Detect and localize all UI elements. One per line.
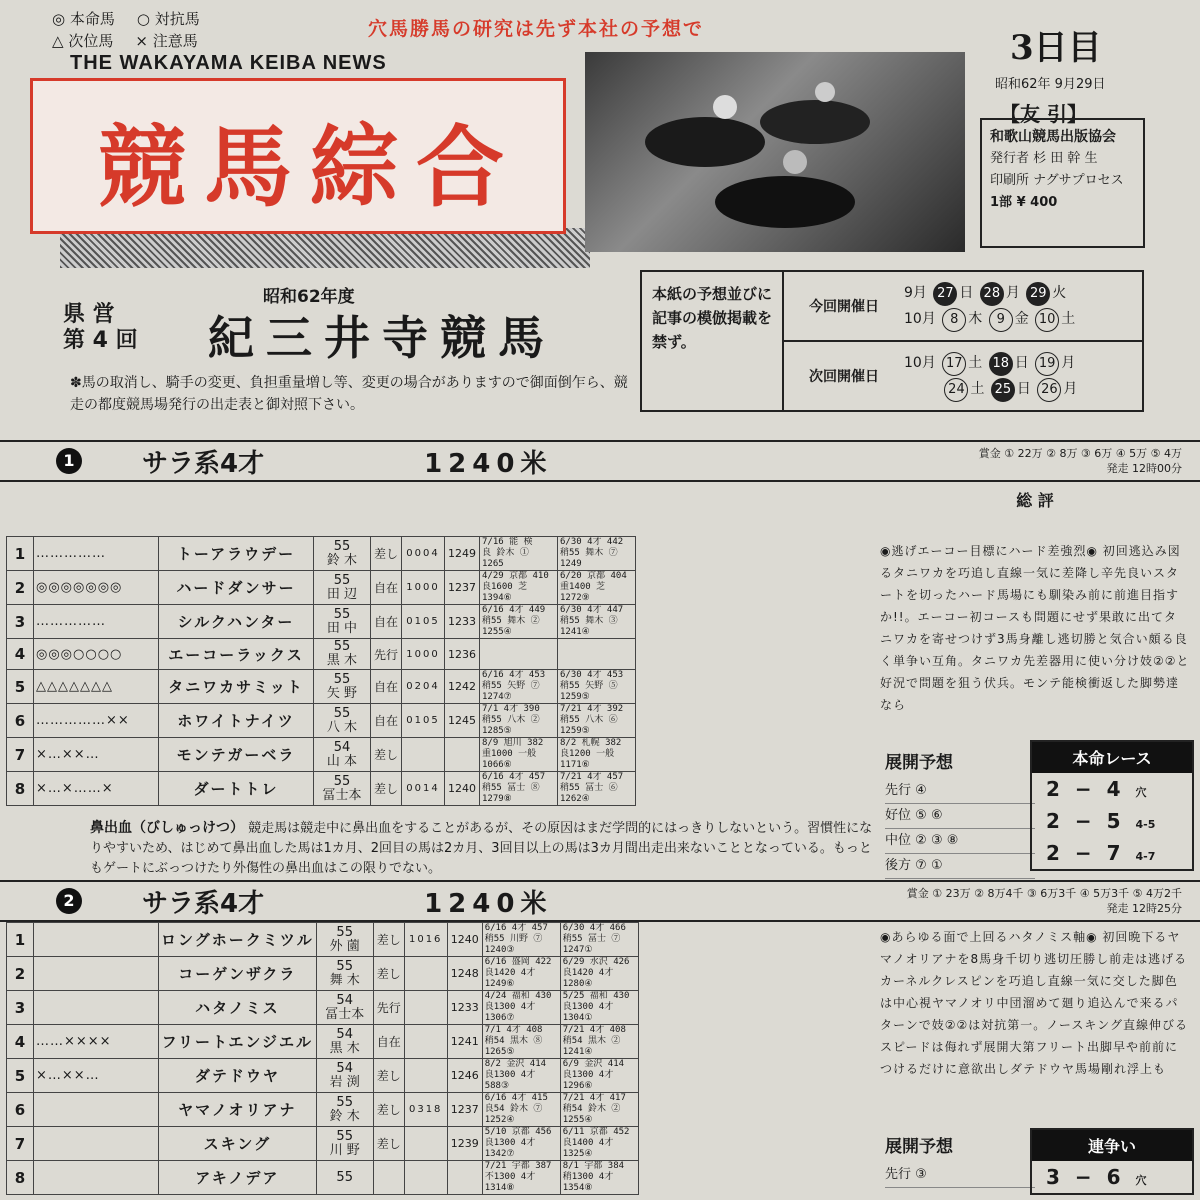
weight-jockey: 55 bbox=[316, 1161, 373, 1195]
prediction-marks bbox=[34, 1127, 159, 1161]
form-1: 5/10 京都 456 良1300 4才 1342⑦ bbox=[482, 1127, 560, 1161]
race-1-entries bbox=[6, 536, 636, 806]
publisher-person: 発行者 杉 田 幹 生 bbox=[990, 151, 1098, 166]
weight-jockey: 55 鈴 木 bbox=[314, 537, 371, 571]
entry-row bbox=[7, 571, 636, 605]
best-time: 1240 bbox=[447, 923, 482, 957]
horse-name: ダートトレ bbox=[159, 772, 314, 806]
best-time: 1246 bbox=[447, 1059, 482, 1093]
form-2: 6/30 4才 453 稍55 矢野 ⑤ 1259⑤ bbox=[558, 670, 636, 704]
prediction-marks bbox=[34, 1161, 159, 1195]
entry-row bbox=[7, 1161, 639, 1195]
form-2: 6/9 金沢 414 良1300 4才 1296⑥ bbox=[560, 1059, 638, 1093]
weight-jockey: 55 鈴 木 bbox=[316, 1093, 373, 1127]
running-style: 自在 bbox=[371, 605, 402, 639]
form-1: 7/16 能 検 良 鈴木 ① 1265 bbox=[480, 537, 558, 571]
entry-row bbox=[7, 1127, 639, 1161]
prediction-marks: …………… bbox=[34, 605, 159, 639]
running-style: 自在 bbox=[371, 704, 402, 738]
horse-name: コーゲンザクラ bbox=[159, 957, 317, 991]
running-style: 差し bbox=[373, 1059, 404, 1093]
running-style bbox=[373, 1161, 404, 1195]
prize-money: 賞金 ① 23万 ② 8万4千 ③ 6万3千 ④ 5万3千 ⑤ 4万2千 発走 12時25分 bbox=[906, 887, 1182, 915]
entry-row bbox=[7, 738, 636, 772]
record bbox=[404, 1127, 447, 1161]
record bbox=[404, 1161, 447, 1195]
form-2: 7/21 4才 457 稍55 冨士 ⑥ 1262④ bbox=[558, 772, 636, 806]
entry-row bbox=[7, 639, 636, 670]
race-1-commentary: ◉逃げエーコー目標にハード差強烈◉ 初回逃込み図るタニワカを巧追し直線一気に差降し辛先良いスタートを切ったハード馬場にも馴染み前に前進目指すか!!。エーコー初コースも問題にせず果敢に出てタニワカを寄せつけず3馬身離し逃切勝と気合い頗る良く単争い互角。タニワカ先差器用に使い分け妓②②と好況で問題を狙う伏兵。モンテ能検衝返した脚勢達なら bbox=[880, 544, 1190, 712]
weight-jockey: 55 八 木 bbox=[314, 704, 371, 738]
english-masthead: THE WAKAYAMA KEIBA NEWS bbox=[70, 52, 387, 74]
running-style: 差し bbox=[371, 537, 402, 571]
prediction-marks: ……×××× bbox=[34, 1025, 159, 1059]
record bbox=[402, 738, 445, 772]
legend-honmei: ◎ 本命馬 bbox=[52, 10, 115, 28]
form-2 bbox=[558, 639, 636, 670]
legend-taiko: ○ 対抗馬 bbox=[136, 10, 200, 28]
race-2-pace: 展開予想 先行 ③ bbox=[885, 1132, 1035, 1188]
weight-jockey: 55 田 中 bbox=[314, 605, 371, 639]
form-1: 6/16 4才 415 良54 鈴木 ⑦ 1252④ bbox=[482, 1093, 560, 1127]
record: 0105 bbox=[402, 605, 445, 639]
weight-jockey: 54 黒 木 bbox=[316, 1025, 373, 1059]
logo-shadow bbox=[60, 228, 590, 268]
form-1: 6/16 盛岡 422 良1420 4才 1249⑥ bbox=[482, 957, 560, 991]
race-2-entries bbox=[6, 922, 639, 1195]
race-class: サラ系4才 bbox=[142, 888, 265, 919]
record: 1000 bbox=[402, 571, 445, 605]
record: 1016 bbox=[404, 923, 447, 957]
form-2: 6/11 京都 452 良1400 4才 1325④ bbox=[560, 1127, 638, 1161]
form-1: 7/21 宇都 387 不1300 4才 1314⑧ bbox=[482, 1161, 560, 1195]
change-notice: ✽馬の取消し、騎手の変更、負担重量増し等、変更の場合がありますので御面倒乍ら、競走の都度競馬場発行の出走表と御対照下さい。 bbox=[70, 375, 628, 413]
form-2: 7/21 4才 408 稍54 黒木 ② 1241④ bbox=[560, 1025, 638, 1059]
race-2-picks: 連争い 3 − 6 穴 bbox=[1030, 1128, 1194, 1195]
form-2: 8/1 宇都 384 稍1300 4才 1354⑧ bbox=[560, 1161, 638, 1195]
horse-name: ヤマノオリアナ bbox=[159, 1093, 317, 1127]
prediction-marks: ×…××… bbox=[34, 738, 159, 772]
horse-name: ハードダンサー bbox=[159, 571, 314, 605]
race-2-header bbox=[0, 880, 1200, 922]
prediction-marks: ……………×× bbox=[34, 704, 159, 738]
weight-jockey: 55 冨士本 bbox=[314, 772, 371, 806]
best-time: 1245 bbox=[445, 704, 480, 738]
weight-jockey: 55 舞 木 bbox=[316, 957, 373, 991]
entry-row bbox=[7, 957, 639, 991]
post-number: 3 bbox=[7, 991, 34, 1025]
form-1: 8/2 金沢 414 良1300 4才 588③ bbox=[482, 1059, 560, 1093]
prediction-marks: …………… bbox=[34, 537, 159, 571]
race-number: 1 bbox=[56, 448, 82, 474]
best-time: 1239 bbox=[447, 1127, 482, 1161]
copy-warning: 本紙の予想並びに記事の模倣掲載を禁ず。 bbox=[642, 272, 784, 410]
best-time: 1237 bbox=[445, 571, 480, 605]
post-number: 3 bbox=[7, 605, 34, 639]
running-style: 先行 bbox=[373, 991, 404, 1025]
form-1: 8/9 旭川 382 重1000 一般 1066⑥ bbox=[480, 738, 558, 772]
form-1: 7/1 4才 408 稍54 黒木 ⑧ 1265⑤ bbox=[482, 1025, 560, 1059]
post-number: 5 bbox=[7, 1059, 34, 1093]
form-2: 6/29 水沢 426 良1420 4才 1280④ bbox=[560, 957, 638, 991]
prediction-marks: ◎◎◎◎◎◎◎ bbox=[34, 571, 159, 605]
current-dates: 今回開催日 9月 27 日 28 月 29 火 10月 8 木 9 金 10 土 bbox=[784, 272, 1142, 342]
legend-chui: × 注意馬 bbox=[135, 32, 198, 50]
next-dates: 次回開催日 10月 17 土 18 日 19 月 24 土 25 日 26 月 bbox=[784, 342, 1142, 410]
form-2: 5/25 福和 430 良1300 4才 1304① bbox=[560, 991, 638, 1025]
race-day-info bbox=[985, 20, 1185, 127]
post-number: 5 bbox=[7, 670, 34, 704]
entry-row bbox=[7, 923, 639, 957]
weight-jockey: 55 矢 野 bbox=[314, 670, 371, 704]
post-number: 8 bbox=[7, 1161, 34, 1195]
weight-jockey: 55 黒 木 bbox=[314, 639, 371, 670]
record: 0204 bbox=[402, 670, 445, 704]
publisher-org: 和歌山競馬出版協会 bbox=[990, 129, 1116, 145]
race-1-pace: 展開予想 先行 ④ 好位 ⑤ ⑥ 中位 ② ③ ⑧ 後方 ⑦ ① bbox=[885, 748, 1035, 879]
entry-row bbox=[7, 704, 636, 738]
nosebleed-note: 鼻出血（びしゅっけつ） 競走馬は競走中に鼻出血をすることがあるが、その原因はまだ学問的にはっきりしないという。習慣性になりやすいため、はじめて鼻出血した馬は1カ月、2回目の馬は2カ月、3回目以上の馬は3カ月間出走出来ないこととなっている。もっともゲートにぶっつけたり外傷性の鼻出血はこの限りでない。 bbox=[90, 820, 873, 876]
horse-name: モンテガーベラ bbox=[159, 738, 314, 772]
price: 1部 ¥ 400 bbox=[990, 195, 1058, 210]
running-style: 先行 bbox=[371, 639, 402, 670]
record bbox=[404, 1059, 447, 1093]
horse-race-image bbox=[585, 52, 965, 252]
weight-jockey: 55 田 辺 bbox=[314, 571, 371, 605]
best-time bbox=[445, 738, 480, 772]
entry-row bbox=[7, 605, 636, 639]
meeting-prefix: 県 営 第 4 回 bbox=[63, 302, 138, 353]
form-2: 6/30 4才 442 稍55 舞木 ⑦ 1249 bbox=[558, 537, 636, 571]
prediction-marks bbox=[34, 957, 159, 991]
form-1: 6/16 4才 449 稍55 舞木 ② 1255④ bbox=[480, 605, 558, 639]
prediction-marks bbox=[34, 923, 159, 957]
post-number: 4 bbox=[7, 639, 34, 670]
race-distance: 1240米 bbox=[424, 888, 553, 919]
race-class: サラ系4才 bbox=[142, 448, 265, 479]
running-style: 差し bbox=[373, 957, 404, 991]
publisher-box bbox=[980, 118, 1145, 248]
best-time bbox=[447, 1161, 482, 1195]
horse-name: フリートエンジエル bbox=[159, 1025, 317, 1059]
logo-text: 競馬綜合 bbox=[97, 115, 522, 219]
entry-row bbox=[7, 991, 639, 1025]
horse-name: ロングホークミツル bbox=[159, 923, 317, 957]
running-style: 差し bbox=[371, 738, 402, 772]
race-1-header bbox=[0, 440, 1200, 482]
form-2: 7/21 4才 392 稍55 八木 ⑥ 1259⑤ bbox=[558, 704, 636, 738]
post-number: 1 bbox=[7, 537, 34, 571]
post-number: 8 bbox=[7, 772, 34, 806]
post-number: 1 bbox=[7, 923, 34, 957]
post-number: 2 bbox=[7, 571, 34, 605]
post-number: 4 bbox=[7, 1025, 34, 1059]
weight-jockey: 54 冨士本 bbox=[316, 991, 373, 1025]
running-style: 差し bbox=[373, 923, 404, 957]
best-time: 1233 bbox=[447, 991, 482, 1025]
post-number: 6 bbox=[7, 704, 34, 738]
weight-jockey: 55 外 薗 bbox=[316, 923, 373, 957]
horse-name: エーコーラックス bbox=[159, 639, 314, 670]
legend-jii: △ 次位馬 bbox=[52, 32, 114, 50]
entry-row bbox=[7, 670, 636, 704]
best-time: 1248 bbox=[447, 957, 482, 991]
record: 0318 bbox=[404, 1093, 447, 1127]
meeting-era: 昭和62年度 bbox=[263, 287, 355, 307]
form-2: 6/30 4才 466 稍55 冨士 ⑦ 1247① bbox=[560, 923, 638, 957]
printer: 印刷所 ナグサプロセス bbox=[990, 173, 1124, 188]
best-time: 1237 bbox=[447, 1093, 482, 1127]
race-2-commentary: ◉あらゆる面で上回るハタノミス軸◉ 初回晩下るヤマノオリアナを8馬身千切り逃切圧勝し前走は逃げるカーネルクレスピンを巧追し直線一気に交した脚色は中心視ヤマノオリ中団溜めて廻り追込んで来るパターンで妓②②は対抗第一。ノースキング直線伸びるスピードは侮れず展開大第フリート出脚早や前前につけるだけに意欲出しダテドウヤ馬場剛れ浮上も bbox=[880, 930, 1188, 1076]
best-time: 1240 bbox=[445, 772, 480, 806]
post-number: 7 bbox=[7, 1127, 34, 1161]
race-number: 2 bbox=[56, 888, 82, 914]
running-style: 自在 bbox=[373, 1025, 404, 1059]
record bbox=[404, 991, 447, 1025]
running-style: 自在 bbox=[371, 571, 402, 605]
form-2: 7/21 4才 417 稍54 鈴木 ② 1255④ bbox=[560, 1093, 638, 1127]
prediction-marks: ×…××… bbox=[34, 1059, 159, 1093]
horse-name: タニワカサミット bbox=[159, 670, 314, 704]
form-1: 7/1 4才 390 稍55 八木 ② 1285⑤ bbox=[480, 704, 558, 738]
record: 0004 bbox=[402, 537, 445, 571]
record bbox=[404, 1025, 447, 1059]
horse-name: ホワイトナイツ bbox=[159, 704, 314, 738]
entry-row bbox=[7, 772, 636, 806]
form-1: 4/24 福和 430 良1300 4才 1306⑦ bbox=[482, 991, 560, 1025]
record: 0014 bbox=[402, 772, 445, 806]
running-style: 差し bbox=[373, 1127, 404, 1161]
record: 0105 bbox=[402, 704, 445, 738]
rokuyo: 【友 引】 bbox=[1000, 102, 1087, 126]
form-1: 4/29 京都 410 良1600 芝 1394⑥ bbox=[480, 571, 558, 605]
weight-jockey: 54 岩 渕 bbox=[316, 1059, 373, 1093]
commentary-title: 総 評 bbox=[1016, 491, 1054, 510]
issue-date: 昭和62年 9月29日 bbox=[995, 77, 1106, 92]
best-time: 1249 bbox=[445, 537, 480, 571]
form-2: 6/20 京都 404 重1400 芝 1272⑨ bbox=[558, 571, 636, 605]
form-1 bbox=[480, 639, 558, 670]
prize-money: 賞金 ① 22万 ② 8万 ③ 6万 ④ 5万 ⑤ 4万 発走 12時00分 bbox=[978, 447, 1182, 475]
prediction-marks: ◎◎◎○○○○ bbox=[34, 639, 159, 670]
race-2 bbox=[0, 880, 1200, 922]
best-time: 1233 bbox=[445, 605, 480, 639]
schedule-box bbox=[640, 270, 1144, 412]
entry-row bbox=[7, 1059, 639, 1093]
prediction-marks bbox=[34, 991, 159, 1025]
record bbox=[404, 957, 447, 991]
running-style: 自在 bbox=[371, 670, 402, 704]
horse-name: アキノデア bbox=[159, 1161, 317, 1195]
entry-row bbox=[7, 1093, 639, 1127]
horse-name: ダテドウヤ bbox=[159, 1059, 317, 1093]
running-style: 差し bbox=[371, 772, 402, 806]
prediction-marks: ×…×……× bbox=[34, 772, 159, 806]
race-1 bbox=[0, 440, 1200, 482]
post-number: 2 bbox=[7, 957, 34, 991]
race-distance: 1240米 bbox=[424, 448, 553, 479]
entry-row bbox=[7, 537, 636, 571]
prediction-marks bbox=[34, 1093, 159, 1127]
form-1: 6/16 4才 457 稍55 川野 ⑦ 1240③ bbox=[482, 923, 560, 957]
marks-legend bbox=[52, 8, 292, 52]
form-2: 6/30 4才 447 稍55 舞木 ③ 1241④ bbox=[558, 605, 636, 639]
best-time: 1242 bbox=[445, 670, 480, 704]
entry-row bbox=[7, 1025, 639, 1059]
horse-name: ハタノミス bbox=[159, 991, 317, 1025]
weight-jockey: 54 山 本 bbox=[314, 738, 371, 772]
horse-name: スキング bbox=[159, 1127, 317, 1161]
best-time: 1241 bbox=[447, 1025, 482, 1059]
masthead-logo bbox=[20, 78, 580, 268]
post-number: 7 bbox=[7, 738, 34, 772]
form-1: 6/16 4才 453 稍55 矢野 ⑦ 1274⑦ bbox=[480, 670, 558, 704]
form-2: 8/2 札幌 382 良1200 一般 1171⑥ bbox=[558, 738, 636, 772]
running-style: 差し bbox=[373, 1093, 404, 1127]
race-photo bbox=[585, 52, 965, 252]
day-number: 3日目 bbox=[1010, 28, 1102, 68]
horse-name: トーアラウデー bbox=[159, 537, 314, 571]
prediction-marks: △△△△△△△ bbox=[34, 670, 159, 704]
record: 1000 bbox=[402, 639, 445, 670]
weight-jockey: 55 川 野 bbox=[316, 1127, 373, 1161]
form-1: 6/16 4才 457 稍55 冨士 ⑧ 1279⑧ bbox=[480, 772, 558, 806]
post-number: 6 bbox=[7, 1093, 34, 1127]
race-1-picks: 本命レース 2 − 4 穴 2 − 5 4-5 2 − 7 4-7 bbox=[1030, 740, 1194, 871]
tagline: 穴馬勝馬の研究は先ず本社の予想で bbox=[368, 18, 705, 40]
meeting-name: 紀三井寺競馬 bbox=[208, 311, 556, 365]
best-time: 1236 bbox=[445, 639, 480, 670]
horse-name: シルクハンター bbox=[159, 605, 314, 639]
